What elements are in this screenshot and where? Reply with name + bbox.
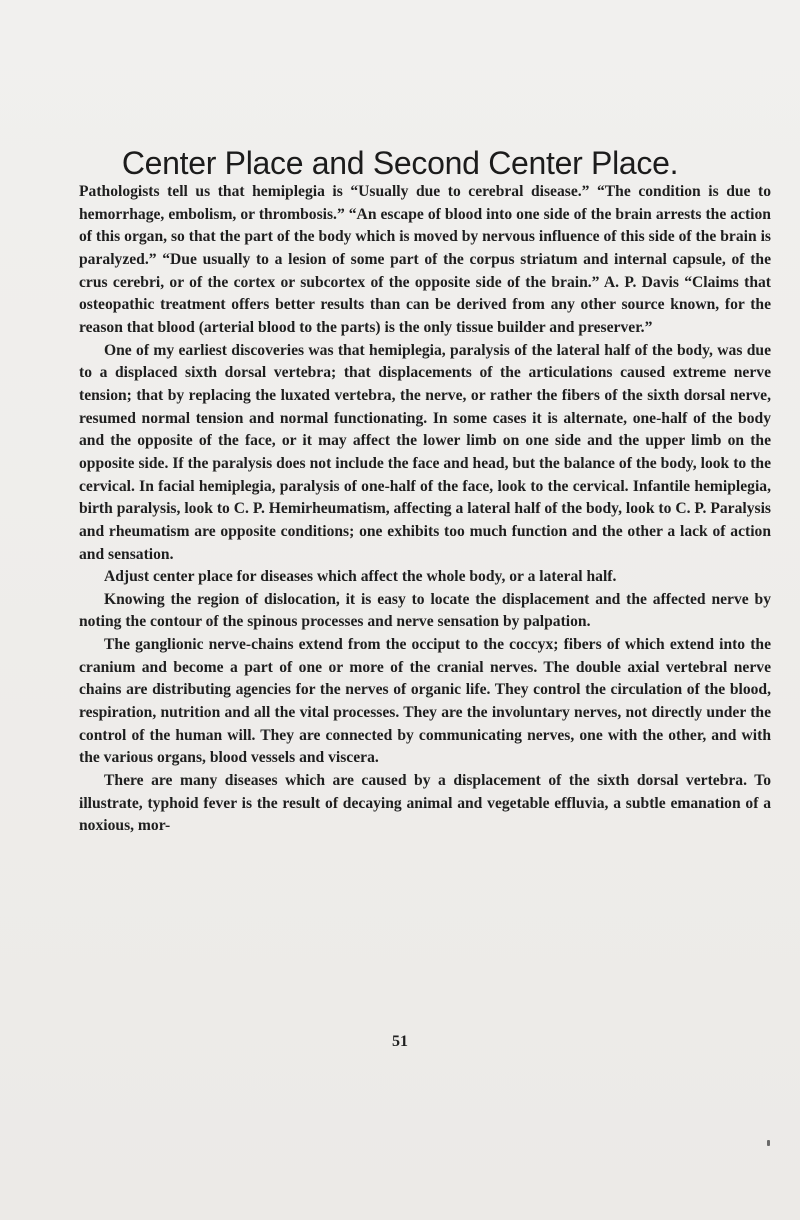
paragraph-ganglionic-nerve-chains: The ganglionic nerve-chains extend from the occiput to the coccyx; fibers of which extend into the cranium and become a part of one or more of the cranial nerves. The double axial vertebral nerve chains are distributing agencies for the nerves of organic life. They control the circulation of the blood, respiration, nutrition and all the vital processes. They are the involuntary nerves, not directly under the control of the human will. They are connected by communicating nerves, one with the other, and with the various organs, blood vessels and viscera. bbox=[79, 636, 771, 767]
paragraph-earliest-discoveries: One of my earliest discoveries was that hemiplegia, paralysis of the lateral half of the body, was due to a displaced sixth dorsal vertebra; that displacements of the articulations caused extreme nerve tension; that by replacing the luxated vertebra, the nerve, or rather the fibers of the sixth dorsal nerve, resumed normal tension and normal functionating. In some cases it is alternate, one-half of the body and the opposite of the face, or it may affect the lower limb on one side and the upper limb on the opposite side. If the paralysis does not include the face and head, but the balance of the body, look to the cervical. In facial hemiplegia, paralysis of one-half of the face, look to the cervical. Infantile hemiplegia, birth paralysis, look to C. P. Hemirheumatism, affecting a lateral half of the body, look to C. P. Paralysis and rheumatism are opposite conditions; one exhibits too much function and the other a lack of action and sensation. bbox=[79, 341, 771, 563]
body-text bbox=[79, 181, 771, 838]
section-heading: Center Place and Second Center Place. bbox=[121, 145, 679, 181]
paragraph-pathologists: Pathologists tell us that hemiplegia is “Usually due to cerebral disease.” “The condition is due to hemorrhage, embolism, or thrombosis.” “An escape of blood into one side of the brain arrests the action of this organ, so that the part of the body which is moved by nervous influence of this side of the brain is paralyzed.” “Due usually to a lesion of some part of the corpus striatum and internal capsule, of the crus cerebri, or of the cortex or subcortex of the opposite side of the brain.” A. P. Davis “Claims that osteopathic treatment offers better results than can be derived from any other source known, for the reason that blood (arterial blood to the parts) is the only tissue builder and preserver.” bbox=[79, 183, 771, 336]
paragraph-many-diseases: There are many diseases which are caused by a displacement of the sixth dorsal vertebra. To illustrate, typhoid fever is the result of decaying animal and vegetable effluvia, a subtle emanation of a noxious, mor- bbox=[79, 772, 771, 835]
page-number: 51 bbox=[392, 1033, 408, 1050]
paragraph-adjust-center-place: Adjust center place for diseases which affect the whole body, or a lateral half. bbox=[104, 568, 617, 586]
paragraph-region-of-dislocation: Knowing the region of dislocation, it is easy to locate the displacement and the affected nerve by noting the contour of the spinous processes and nerve sensation by palpation. bbox=[79, 590, 771, 631]
print-speck bbox=[767, 1140, 770, 1146]
